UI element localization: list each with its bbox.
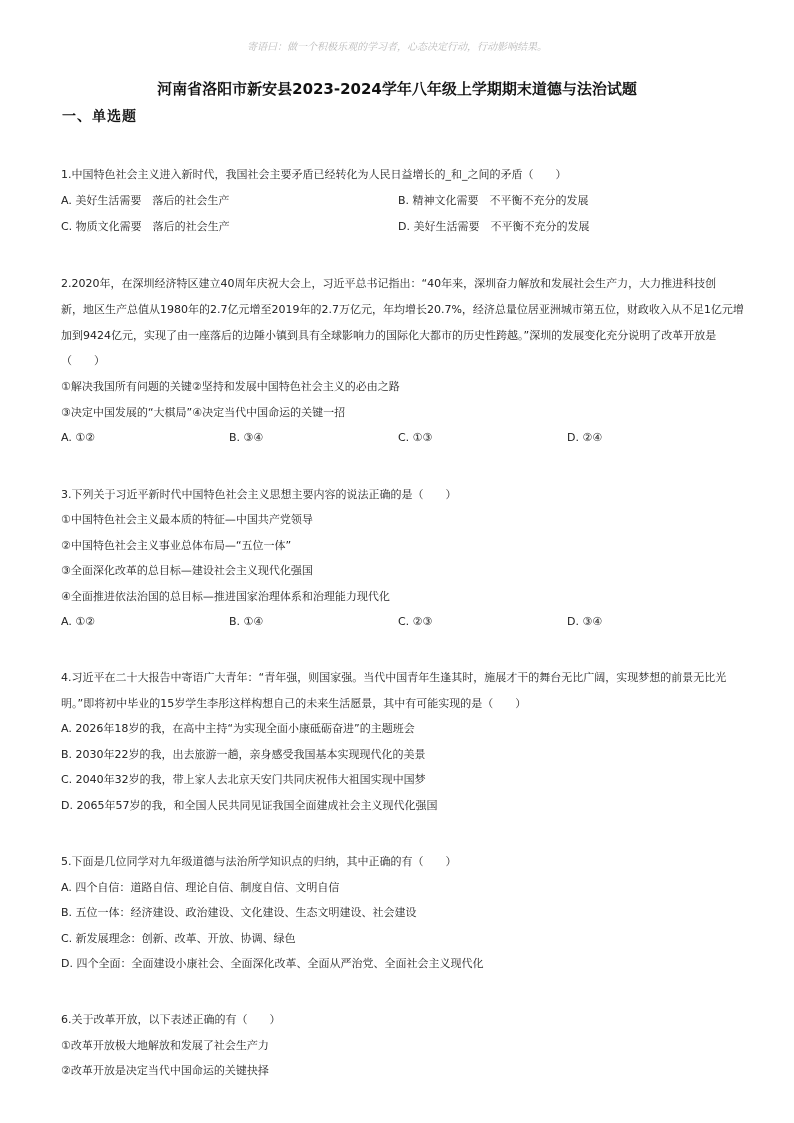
option-b: B. ①④ (229, 615, 264, 628)
option-b: B. 五位一体：经济建设、政治建设、文化建设、生态文明建设、社会建设 (61, 906, 417, 919)
option-c: C. ②③ (398, 615, 433, 628)
question-stem: 1.中国特色社会主义进入新时代，我国社会主要矛盾已经转化为人民日益增长的_和_之间的矛盾（ ） (61, 168, 567, 181)
statement: ①解决我国所有问题的关键②坚持和发展中国特色社会主义的必由之路 (61, 380, 400, 393)
header-motto: 寄语曰：做一个积极乐观的学习者，心态决定行动，行动影响结果。 (247, 42, 547, 53)
question-stem: 5.下面是几位同学对九年级道德与法治所学知识点的归纳，其中正确的有（ ） (61, 855, 457, 868)
option-a: A. ①② (61, 615, 96, 628)
option-d: D. ③④ (567, 615, 603, 628)
option-a: A. 美好生活需要 落后的社会生产 (61, 194, 230, 207)
option-a: A. 2026年18岁的我，在高中主持“为实现全面小康砥砺奋进”的主题班会 (61, 722, 415, 735)
option-c: C. 物质文化需要 落后的社会生产 (61, 220, 230, 233)
statement: ③全面深化改革的总目标—建设社会主义现代化强国 (61, 564, 313, 577)
option-d: D. 四个全面：全面建设小康社会、全面深化改革、全面从严治党、全面社会主义现代化 (61, 957, 484, 970)
question-stem-line: 明。”即将初中毕业的15岁学生李彤这样构想自己的未来生活愿景，其中有可能实现的是（ ） (61, 697, 527, 710)
statement: ①中国特色社会主义最本质的特征—中国共产党领导 (61, 513, 313, 526)
option-b: B. ③④ (229, 431, 264, 444)
option-a: A. ①② (61, 431, 96, 444)
statement: ②中国特色社会主义事业总体布局—“五位一体” (61, 539, 292, 552)
statement: ①改革开放极大地解放和发展了社会生产力 (61, 1039, 269, 1052)
option-d: D. 美好生活需要 不平衡不充分的发展 (398, 220, 590, 233)
statement: ②改革开放是决定当代中国命运的关键抉择 (61, 1064, 269, 1077)
option-a: A. 四个自信：道路自信、理论自信、制度自信、文明自信 (61, 881, 340, 894)
page-title: 河南省洛阳市新安县2023-2024学年八年级上学期期末道德与法治试题 (157, 80, 637, 98)
option-c: C. ①③ (398, 431, 433, 444)
option-b: B. 2030年22岁的我，出去旅游一趟，亲身感受我国基本实现现代化的美景 (61, 748, 426, 761)
question-stem-line: 新，地区生产总值从1980年的2.7亿元增至2019年的2.7万亿元，年均增长20.7%，经济总量位居亚洲城市第五位，财政收入从不足1亿元增 (61, 303, 744, 316)
option-d: D. ②④ (567, 431, 603, 444)
question-stem: 3.下列关于习近平新时代中国特色社会主义思想主要内容的说法正确的是（ ） (61, 488, 457, 501)
section-heading: 一、单选题 (62, 109, 137, 125)
statement: ④全面推进依法治国的总目标—推进国家治理体系和治理能力现代化 (61, 590, 390, 603)
option-b: B. 精神文化需要 不平衡不充分的发展 (398, 194, 589, 207)
question-stem-line: （ ） (61, 354, 105, 367)
question-stem-line: 2.2020年，在深圳经济特区建立40周年庆祝大会上，习近平总书记指出：“40年来，深圳奋力解放和发展社会生产力，大力推进科技创 (61, 277, 717, 290)
question-stem-line: 加到9424亿元，实现了由一座落后的边陲小镇到具有全球影响力的国际化大都市的历史性跨越。”深圳的发展变化充分说明了改革开放是 (61, 329, 717, 342)
statement: ③决定中国发展的“大棋局”④决定当代中国命运的关键一招 (61, 406, 346, 419)
option-c: C. 2040年32岁的我，带上家人去北京天安门共同庆祝伟大祖国实现中国梦 (61, 773, 426, 786)
option-c: C. 新发展理念：创新、改革、开放、协调、绿色 (61, 932, 296, 945)
question-stem-line: 4.习近平在二十大报告中寄语广大青年：“青年强，则国家强。当代中国青年生逢其时，施展才干的舞台无比广阔，实现梦想的前景无比光 (61, 671, 727, 684)
question-stem: 6.关于改革开放，以下表述正确的有（ ） (61, 1013, 281, 1026)
option-d: D. 2065年57岁的我，和全国人民共同见证我国全面建成社会主义现代化强国 (61, 799, 438, 812)
